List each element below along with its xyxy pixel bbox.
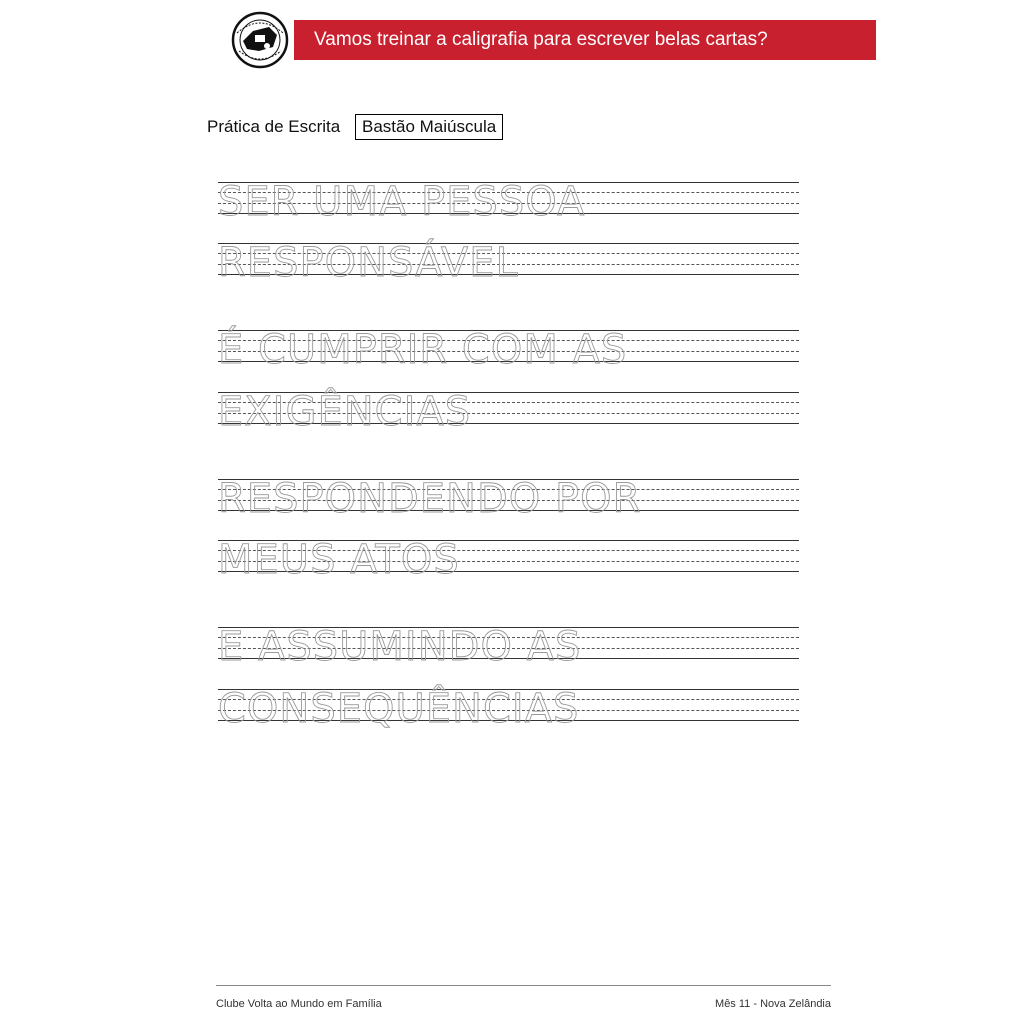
footer-divider	[216, 985, 831, 986]
trace-text: CONSEQUÊNCIAS	[218, 686, 580, 732]
practice-line	[218, 476, 799, 522]
trace-text: MEUS ATOS	[218, 537, 460, 583]
club-logo	[229, 11, 291, 69]
practice-line	[218, 624, 799, 670]
footer-club-name: Clube Volta ao Mundo em Família	[216, 998, 382, 1010]
trace-text: SER UMA PESSOA	[218, 179, 586, 225]
practice-line	[218, 686, 799, 732]
writing-style-box: Bastão Maiúscula	[355, 114, 503, 140]
footer-month: Mês 11 - Nova Zelândia	[715, 998, 831, 1010]
practice-line	[218, 537, 799, 583]
practice-label: Prática de Escrita	[207, 117, 341, 136]
header-banner	[294, 20, 876, 60]
practice-line	[218, 327, 799, 373]
header-title: Vamos treinar a caligrafia para escrever belas cartas?	[314, 29, 768, 50]
trace-text: EXIGÊNCIAS	[218, 389, 472, 435]
trace-text: RESPONDENDO POR	[218, 476, 642, 522]
travel-club-stamp-icon	[229, 11, 291, 69]
trace-text: E ASSUMINDO AS	[218, 624, 582, 670]
trace-text: RESPONSÁVEL	[218, 240, 519, 286]
trace-text: É CUMPRIR COM AS	[218, 327, 628, 373]
practice-line	[218, 240, 799, 286]
practice-line	[218, 179, 799, 225]
practice-line	[218, 389, 799, 435]
